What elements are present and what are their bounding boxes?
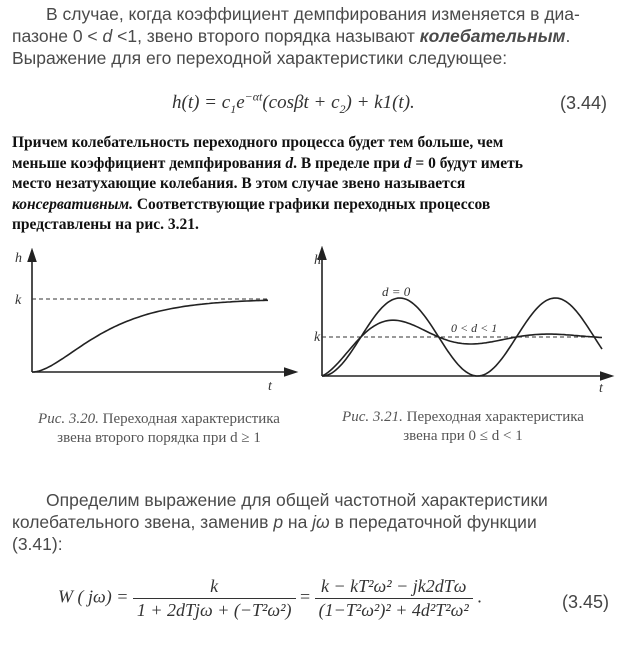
eq345-lhs: W ( jω) = xyxy=(58,586,129,607)
figure-3-21-caption xyxy=(318,408,608,446)
bold-line-4b: Соответствующие графики переходных процессов xyxy=(132,195,491,213)
bold-line-4 xyxy=(12,195,615,216)
eq344-e: e xyxy=(236,92,245,114)
fig321-caption-text1: Переходная характеристика xyxy=(402,409,584,425)
fig321-label-d0: d = 0 xyxy=(382,284,411,299)
fig320-label-k: k xyxy=(15,293,22,308)
bold-line-2 xyxy=(12,154,615,175)
bold-var-d: d xyxy=(285,154,294,172)
fig321-label-damped: 0 < d < 1 xyxy=(451,321,498,335)
eq344-sub1: 1 xyxy=(230,102,237,117)
fig321-caption-line2: звена при 0 ≤ d < 1 xyxy=(403,428,523,444)
bold-var-d2: d xyxy=(403,154,412,172)
equation-number-3-45: (3.45) xyxy=(562,592,610,612)
freq-line-2a: колебательного звена, заменив xyxy=(12,512,274,532)
equation-number-3-44: (3.44) xyxy=(560,93,608,113)
eq345-dot: . xyxy=(477,586,482,607)
figure-3-21-plot xyxy=(306,246,616,396)
freq-line-3: (3.41): xyxy=(12,534,63,554)
eq345-frac1-num: k xyxy=(133,576,296,599)
eq344-rhs: ) + k1(t). xyxy=(345,92,415,114)
eq345-frac1-den: 1 + 2dTjω + (−T²ω²) xyxy=(136,600,292,620)
eq344-sub2: 2 xyxy=(339,102,346,117)
freq-line-2 xyxy=(12,511,613,533)
eq345-frac2-num: k − kT²ω² − jk2dTω xyxy=(315,576,473,599)
bold-line-2a: меньше коэффициент демпфирования xyxy=(12,154,286,172)
equation-3-44 xyxy=(172,90,415,117)
intro-line-2c: <1, звено второго порядка называют xyxy=(112,26,420,46)
bold-line-2c: = 0 будут иметь xyxy=(411,154,523,172)
var-d: d xyxy=(102,26,113,46)
fig321-caption-line1 xyxy=(318,408,608,427)
intro-line-3: Выражение для его переходной характеристики следующее: xyxy=(12,48,508,68)
freq-line-1: Определим выражение для общей частотной характеристики xyxy=(46,490,548,510)
eq345-fraction-2 xyxy=(315,576,473,621)
fig321-caption-label: Рис. 3.21. xyxy=(342,409,403,425)
var-jw: jω xyxy=(312,512,330,532)
intro-line-2a: пазоне 0 < xyxy=(12,26,103,46)
term-conservative: консервативным. xyxy=(12,195,133,213)
freq-line-2c: в передаточной функции xyxy=(329,512,537,532)
paragraph-frequency xyxy=(0,489,627,555)
bold-line-1: Причем колебательность переходного процесса будет тем больше, чем xyxy=(12,134,504,151)
fig321-label-t: t xyxy=(599,381,603,396)
bold-line-3: место незатухающие колебания. В этом случае звено называется xyxy=(12,175,466,192)
intro-line-2d: . xyxy=(565,26,571,46)
fig320-caption-line1 xyxy=(14,410,304,429)
intro-line-2 xyxy=(12,25,613,47)
term-oscillatory: колебательным xyxy=(419,26,566,46)
fig320-caption-label: Рис. 3.20. xyxy=(38,411,99,427)
paragraph-intro xyxy=(0,3,627,69)
fig320-caption-text1: Переходная характеристика xyxy=(98,411,280,427)
fig320-label-t: t xyxy=(268,379,272,393)
eq344-mid: (cosβt + c xyxy=(262,92,340,114)
fig321-label-h: h xyxy=(314,253,321,268)
var-p: p xyxy=(273,512,284,532)
fig320-curve xyxy=(32,300,268,372)
fig321-label-k: k xyxy=(314,330,321,345)
bold-line-5: представлены на рис. 3.21. xyxy=(12,216,199,233)
equation-3-45 xyxy=(58,576,482,621)
bold-line-2b: . В пределе при xyxy=(293,154,404,172)
eq345-equals: = xyxy=(300,586,311,607)
eq345-fraction-1 xyxy=(133,576,296,621)
fig320-caption-line2: звена второго порядка при d ≥ 1 xyxy=(57,430,261,446)
eq344-lhs: h(t) = c xyxy=(172,92,231,114)
figure-3-20-plot xyxy=(10,248,305,393)
intro-line-1: В случае, когда коэффициент демпфирования изменяется в диа- xyxy=(46,4,580,24)
fig320-label-h: h xyxy=(15,251,22,266)
figure-3-20-caption xyxy=(14,410,304,448)
eq344-exp: −αt xyxy=(244,90,263,104)
paragraph-bold xyxy=(0,133,627,236)
freq-line-2b: на xyxy=(283,512,313,532)
eq345-frac2-den: (1−T²ω²)² + 4d²T²ω² xyxy=(318,600,469,620)
